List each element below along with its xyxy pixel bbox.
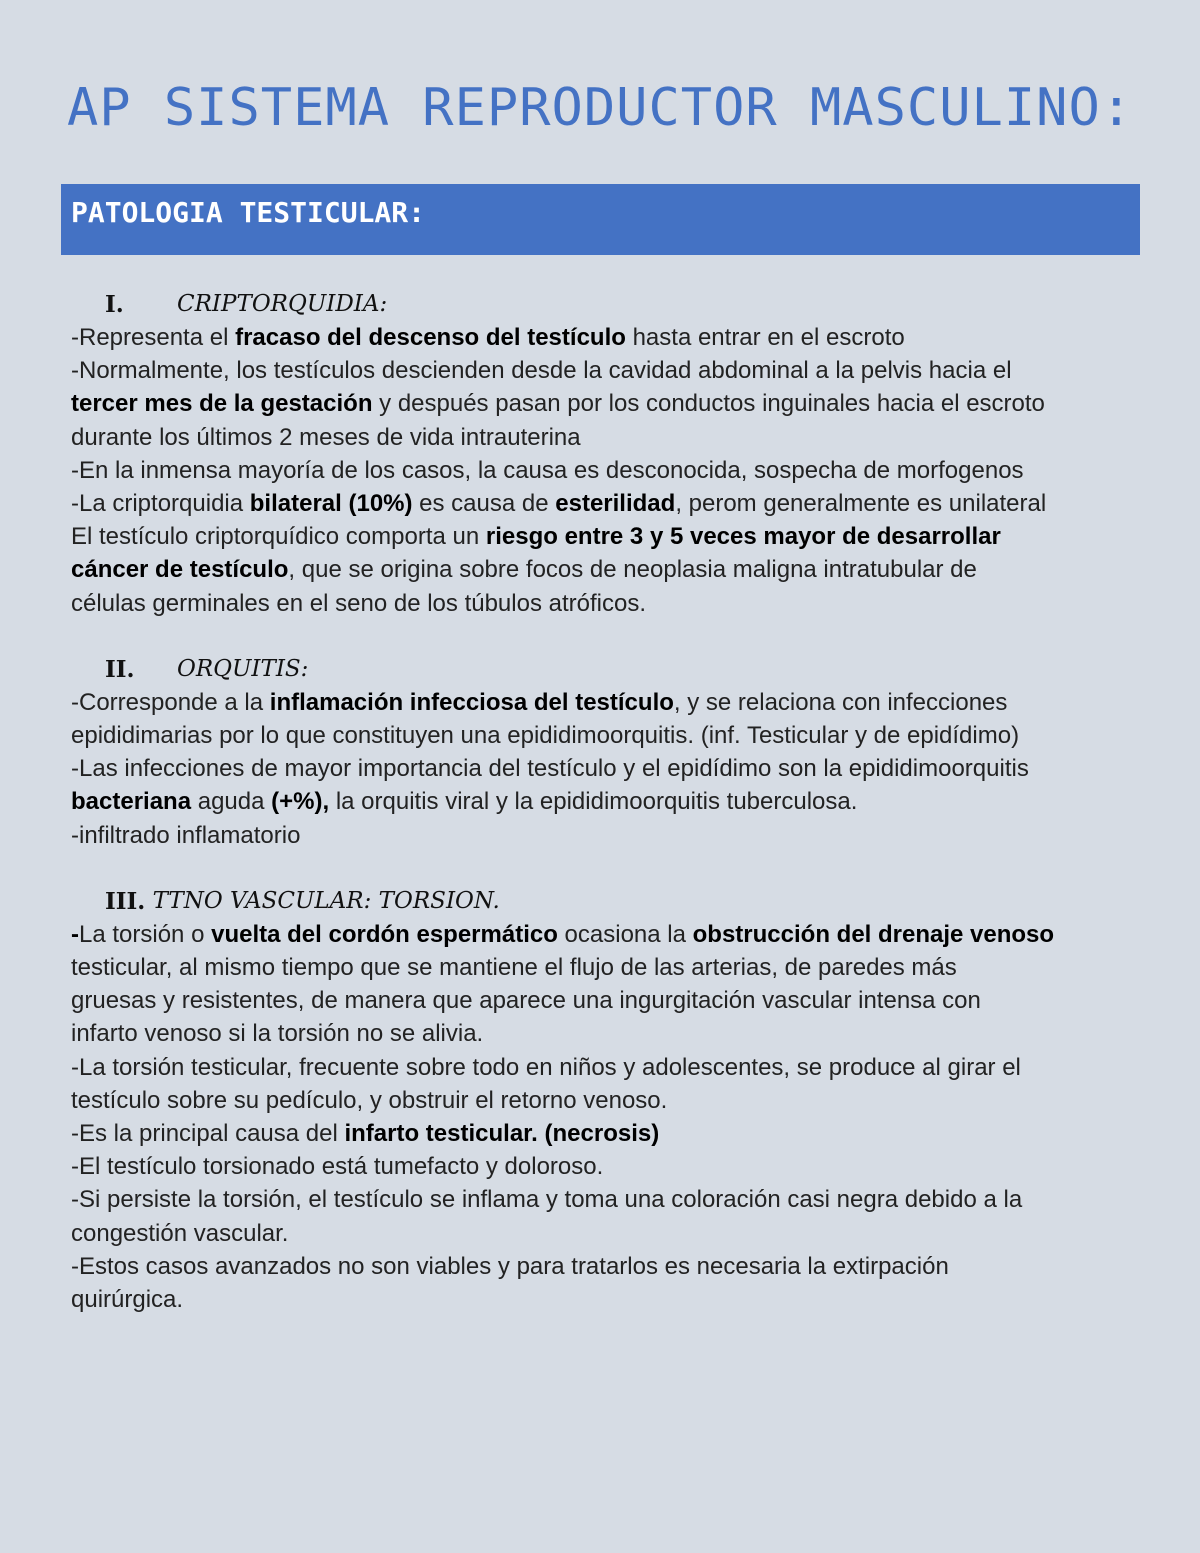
paragraph-line: -Normalmente, los testículos descienden desde la cavidad abdominal a la pelvis hacia el (71, 357, 1012, 385)
banner-title: PATOLOGIA TESTICULAR: (71, 196, 426, 229)
paragraph-line: -Corresponde a la inflamación infecciosa del testículo, y se relaciona con infecciones (71, 688, 1008, 716)
section-number: I. (105, 291, 124, 318)
paragraph-line: -infiltrado inflamatorio (71, 821, 301, 849)
paragraph-line: congestión vascular. (71, 1219, 289, 1247)
paragraph-line: durante los últimos 2 meses de vida intrauterina (71, 423, 581, 451)
section-title: ORQUITIS: (177, 655, 309, 682)
paragraph-line: gruesas y resistentes, de manera que aparece una ingurgitación vascular intensa con (71, 987, 981, 1015)
section-heading-orquitis (105, 653, 1141, 686)
document-body (71, 288, 1141, 1316)
section-banner (61, 184, 1140, 255)
section-heading-criptorquidia (105, 288, 1141, 321)
paragraph-line: -Es la principal causa del infarto testicular. (necrosis) (71, 1120, 660, 1148)
document-title: AP SISTEMA REPRODUCTOR MASCULINO: (66, 78, 1134, 138)
paragraph-line: -Estos casos avanzados no son viables y para tratarlos es necesaria la extirpación (71, 1252, 949, 1280)
section-number: III. (105, 887, 146, 915)
paragraph-line: tercer mes de la gestación y después pasan por los conductos inguinales hacia el escroto (71, 390, 1045, 418)
paragraph-line: -Si persiste la torsión, el testículo se inflama y toma una coloración casi negra debido a la (71, 1186, 1023, 1214)
section-title: TTNO VASCULAR: TORSION. (152, 887, 500, 914)
paragraph-line: bacteriana aguda (+%), la orquitis viral y la epididimoorquitis tuberculosa. (71, 788, 858, 816)
section-number: II. (105, 655, 135, 683)
paragraph-line: -La criptorquidia bilateral (10%) es causa de esterilidad, perom generalmente es unilateral (71, 490, 1047, 518)
paragraph-line: infarto venoso si la torsión no se alivia. (71, 1020, 484, 1048)
paragraph-line: -La torsión o vuelta del cordón espermático ocasiona la obstrucción del drenaje venoso (71, 920, 1055, 948)
paragraph-line: quirúrgica. (71, 1286, 184, 1314)
paragraph-line: -En la inmensa mayoría de los casos, la causa es desconocida, sospecha de morfogenos (71, 456, 1024, 484)
paragraph-line: -Representa el fracaso del descenso del testículo hasta entrar en el escroto (71, 324, 905, 351)
paragraph-line: testicular, al mismo tiempo que se mantiene el flujo de las arterias, de paredes más (71, 954, 957, 982)
paragraph-line: cáncer de testículo, que se origina sobre focos de neoplasia maligna intratubular de (71, 556, 977, 584)
paragraph-line: El testículo criptorquídico comporta un riesgo entre 3 y 5 veces mayor de desarrollar (71, 523, 1001, 551)
paragraph-line: testículo sobre su pedículo, y obstruir el retorno venoso. (71, 1086, 668, 1114)
section-title: CRIPTORQUIDIA: (177, 291, 388, 317)
section-heading-torsion (105, 885, 1141, 918)
paragraph-line: epididimarias por lo que constituyen una epididimoorquitis. (inf. Testicular y de epidídimo) (71, 722, 1020, 750)
paragraph-line: -Las infecciones de mayor importancia del testículo y el epidídimo son la epididimoorquitis (71, 755, 1029, 783)
paragraph-line: células germinales en el seno de los túbulos atróficos. (71, 589, 646, 617)
paragraph-line: -El testículo torsionado está tumefacto y doloroso. (71, 1153, 604, 1181)
paragraph-line: -La torsión testicular, frecuente sobre todo en niños y adolescentes, se produce al girar el (71, 1053, 1021, 1081)
